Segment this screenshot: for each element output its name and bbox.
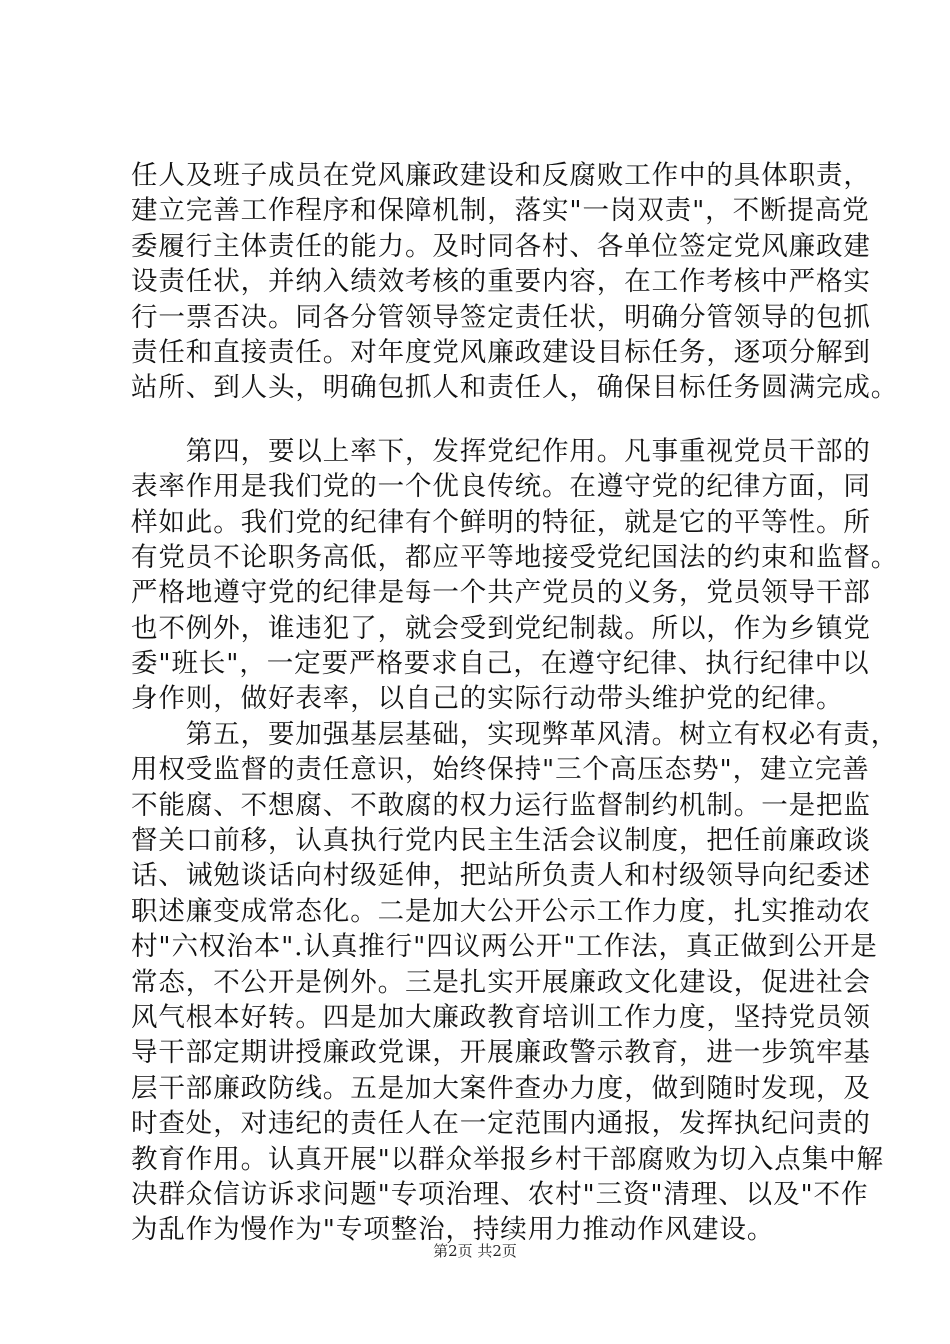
text-line: 第四，要以上率下，发挥党纪作用。凡事重视党员干部的	[131, 435, 871, 467]
paragraph-fifth-point	[131, 717, 899, 1248]
text-line: 责任和直接责任。对年度党风廉政建设目标任务，逐项分解到	[131, 336, 871, 368]
text-line: 样如此。我们党的纪律有个鲜明的特征，就是它的平等性。所	[131, 506, 871, 538]
text-line: 站所、到人头，明确包抓人和责任人，确保目标任务圆满完成。	[131, 372, 899, 404]
paragraph-fourth-point	[131, 434, 899, 717]
paragraph-gap	[131, 406, 831, 434]
text-line: 风气根本好转。四是加大廉政教育培训工作力度，坚持党员领	[131, 1001, 871, 1033]
text-line: 教育作用。认真开展"以群众举报乡村干部腐败为切入点集中解	[131, 1143, 884, 1175]
text-line: 有党员不论职务高低，都应平等地接受党纪国法的约束和监督。	[131, 541, 899, 573]
text-line: 设责任状，并纳入绩效考核的重要内容，在工作考核中严格实	[131, 266, 871, 298]
text-line: 第五，要加强基层基础，实现弊革风清。树立有权必有责，	[131, 718, 899, 750]
text-line: 村"六权治本".认真推行"四议两公开"工作法，真正做到公开是	[131, 931, 878, 963]
text-line: 委履行主体责任的能力。及时同各村、各单位签定党风廉政建	[131, 230, 871, 262]
text-line: 表率作用是我们党的一个优良传统。在遵守党的纪律方面，同	[131, 471, 871, 503]
page-footer	[0, 1240, 950, 1261]
text-line: 决群众信访诉求问题"专项治理、农村"三资"清理、以及"不作	[131, 1178, 869, 1210]
text-line: 常态，不公开是例外。三是扎实开展廉政文化建设，促进社会	[131, 966, 871, 998]
text-line: 话、诫勉谈话向村级延伸，把站所负责人和村级领导向纪委述	[131, 860, 871, 892]
text-line: 行一票否决。同各分管领导签定责任状，明确分管领导的包抓	[131, 301, 871, 333]
text-line: 职述廉变成常态化。二是加大公开公示工作力度，扎实推动农	[131, 895, 871, 927]
text-line: 督关口前移，认真执行党内民主生活会议制度，把任前廉政谈	[131, 825, 871, 857]
text-line: 严格地遵守党的纪律是每一个共产党员的义务，党员领导干部	[131, 577, 871, 609]
text-line: 时查处，对违纪的责任人在一定范围内通报，发挥执纪问责的	[131, 1108, 871, 1140]
text-line: 建立完善工作程序和保障机制，落实"一岗双责"，不断提高党	[131, 195, 870, 227]
text-line: 身作则，做好表率，以自己的实际行动带头维护党的纪律。	[131, 683, 844, 715]
body-text	[131, 158, 899, 1248]
text-line: 委"班长"，一定要严格要求自己，在遵守纪律、执行纪律中以	[131, 648, 870, 680]
text-line: 为乱作为慢作为"专项整治，持续用力推动作风建设。	[131, 1214, 775, 1246]
text-line: 导干部定期讲授廉政党课，开展廉政警示教育，进一步筑牢基	[131, 1037, 871, 1069]
page-number: 第2页 共2页	[433, 1242, 517, 1260]
text-line: 用权受监督的责任意识，始终保持"三个高压态势"，建立完善	[131, 754, 870, 786]
text-line: 也不例外，谁违犯了，就会受到党纪制裁。所以，作为乡镇党	[131, 612, 871, 644]
text-line: 层干部廉政防线。五是加大案件查办力度，做到随时发现，及	[131, 1072, 871, 1104]
text-line: 任人及班子成员在党风廉政建设和反腐败工作中的具体职责，	[131, 160, 871, 191]
text-line: 不能腐、不想腐、不敢腐的权力运行监督制约机制。一是把监	[131, 789, 871, 821]
paragraph-responsibility	[131, 158, 899, 406]
